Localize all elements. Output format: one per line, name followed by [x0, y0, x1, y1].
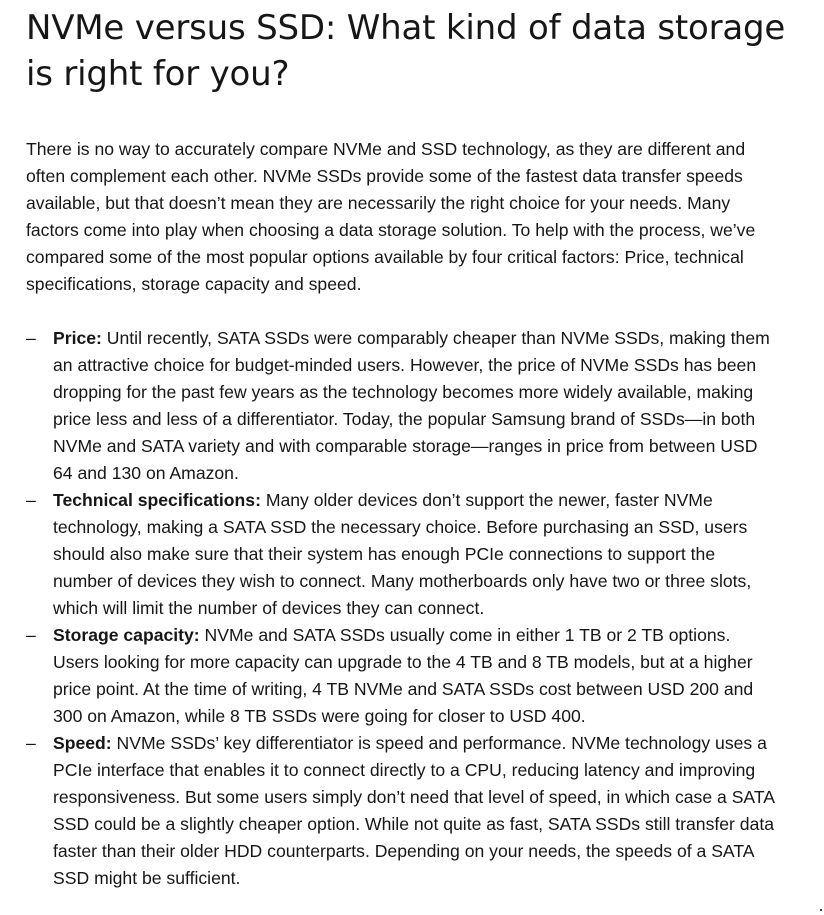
corner-dot — [820, 909, 822, 911]
factors-list — [26, 325, 816, 892]
factor-description: Until recently, SATA SSDs were comparably cheaper than NVMe SSDs, making them an attractive choice for budget-minded users. However, the price of NVMe SSDs has been dropping for the past few years as the technology becomes more widely available, making price less and less of a differentiator. Today, the popular Samsung brand of SSDs—in both NVMe and SATA variety and with comparable storage—ranges in price from between USD 64 and 130 on Amazon. — [53, 328, 770, 483]
factor-term: Price: — [53, 328, 102, 348]
list-item-storage-capacity — [26, 622, 778, 730]
factor-term: Storage capacity: — [53, 625, 200, 645]
factor-description: NVMe and SATA SSDs usually come in either 1 TB or 2 TB options. Users looking for more capacity can upgrade to the 4 TB and 8 TB models, but at a higher price point. At the time of writing, 4 TB NVMe and SATA SSDs cost between USD 200 and 300 on Amazon, while 8 TB SSDs were going for closer to USD 400. — [53, 625, 754, 726]
factor-term: Speed: — [53, 733, 112, 753]
list-bullet: – — [26, 490, 36, 510]
article — [26, 0, 816, 892]
article-title: NVMe versus SSD: What kind of data storage is right for you? — [26, 8, 786, 94]
list-bullet: – — [26, 625, 36, 645]
list-bullet: – — [26, 328, 36, 348]
factor-description: NVMe SSDs’ key differentiator is speed and performance. NVMe technology uses a PCIe interface that enables it to connect directly to a CPU, reducing latency and improving responsiveness. But some users simply don’t need that level of speed, in which case a SATA SSD could be a slightly cheaper option. While not quite as fast, SATA SSDs still transfer data faster than their older HDD counterparts. Depending on your needs, the speeds of a SATA SSD might be sufficient. — [53, 733, 775, 888]
list-item-speed — [26, 730, 778, 892]
list-bullet: – — [26, 733, 36, 753]
list-item-technical-specifications — [26, 487, 778, 622]
intro-paragraph: There is no way to accurately compare NVMe and SSD technology, as they are different and often complement each other. NVMe SSDs provide some of the fastest data transfer speeds available, but that doesn’t mean they are necessarily the right choice for your needs. Many factors come into play when choosing a data storage solution. To help with the process, we’ve compared some of the most popular options available by four critical factors: Price, technical specifications, storage capacity and speed. — [26, 139, 756, 294]
factor-description: Many older devices don’t support the newer, faster NVMe technology, making a SATA SSD the necessary choice. Before purchasing an SSD, users should also make sure that their system has enough PCIe connections to support the number of devices they wish to connect. Many motherboards only have two or three slots, which will limit the number of devices they can connect. — [53, 490, 752, 618]
factor-term: Technical specifications: — [53, 490, 261, 510]
list-item-price — [26, 325, 778, 487]
